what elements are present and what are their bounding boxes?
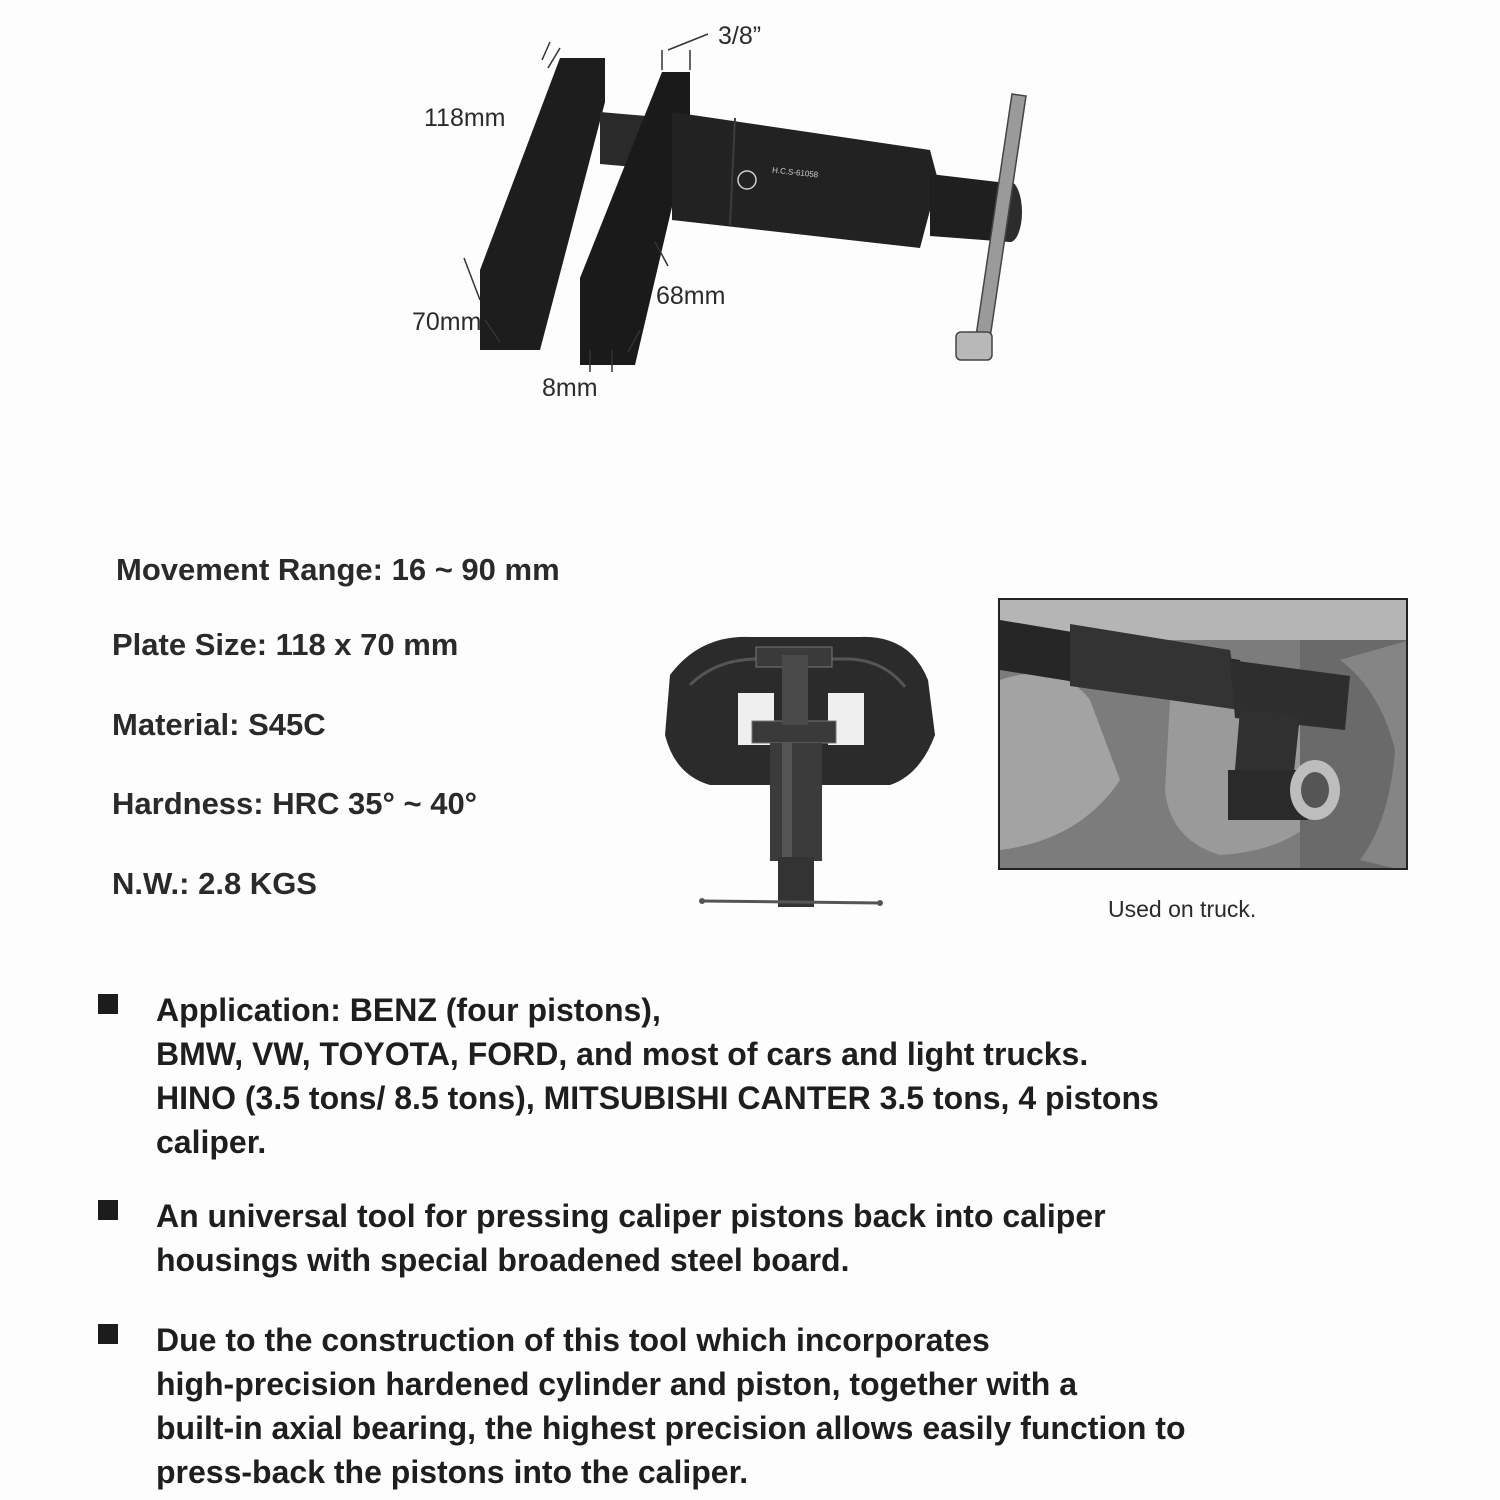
dim-label-plate-thickness: 8mm [542, 374, 598, 402]
bullet-text [156, 1194, 1106, 1282]
truck-photo-caption: Used on truck. [1108, 896, 1257, 922]
bullet-line: HINO (3.5 tons/ 8.5 tons), MITSUBISHI CANTER 3.5 tons, 4 pistons [156, 1080, 1159, 1116]
bullet-line: caliper. [156, 1124, 267, 1160]
bullet-line: housings with special broadened steel board. [156, 1242, 850, 1278]
bullet-text [156, 988, 1159, 1164]
spec-hardness: Hardness: HRC 35° ~ 40° [112, 786, 478, 821]
bullet-line: BMW, VW, TOYOTA, FORD, and most of cars and light trucks. [156, 1036, 1089, 1072]
spec-plate-size: Plate Size: 118 x 70 mm [112, 627, 459, 662]
handle-knob [956, 332, 992, 360]
dim-label-top-width: 3/8” [718, 22, 762, 50]
bullet-line: An universal tool for pressing caliper pistons back into caliper [156, 1198, 1106, 1234]
tool-illustration [400, 20, 1060, 420]
caliper-photo [660, 625, 940, 915]
dim-arrow-top [668, 34, 708, 50]
bullet-line: Due to the construction of this tool which incorporates [156, 1322, 990, 1358]
bullet-line: high-precision hardened cylinder and piston, together with a [156, 1366, 1077, 1402]
truck-usage-photo [998, 598, 1408, 870]
dim-label-plate-height: 118mm [424, 104, 506, 132]
bullet-text [156, 1318, 1186, 1494]
spec-net-weight: N.W.: 2.8 KGS [112, 866, 317, 901]
cylinder-body [672, 112, 938, 248]
tool-marking: H.C.S-61058 [771, 165, 819, 180]
bullet-line: press-back the pistons into the caliper. [156, 1454, 749, 1490]
spec-material: Material: S45C [112, 707, 326, 742]
square-bullet-icon [98, 1200, 118, 1220]
bullet-line: built-in axial bearing, the highest precision allows easily function to [156, 1410, 1186, 1446]
spec-movement-range: Movement Range: 16 ~ 90 mm [116, 552, 560, 587]
dim-label-plate-width: 70mm [412, 308, 482, 336]
square-bullet-icon [98, 1324, 118, 1344]
square-bullet-icon [98, 994, 118, 1014]
bullet-line: Application: BENZ (four pistons), [156, 992, 661, 1028]
tool-diagram [400, 20, 1060, 420]
dim-label-inner-plate: 68mm [656, 282, 726, 310]
